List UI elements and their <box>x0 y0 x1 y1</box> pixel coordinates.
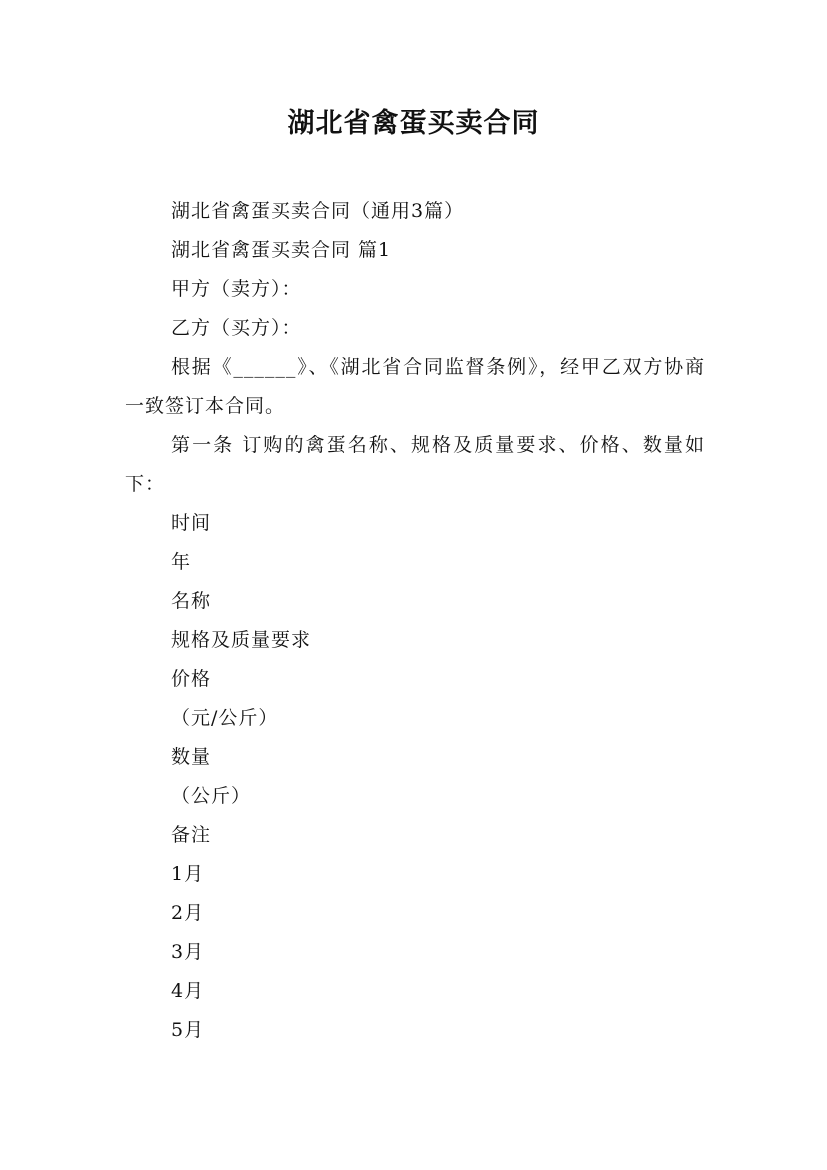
paragraph: 价格 <box>171 668 212 690</box>
document-title: 湖北省禽蛋买卖合同 <box>287 108 540 139</box>
paragraph: 1月 <box>171 863 205 885</box>
paragraph: 根据《______》、《湖北省合同监督条例》，经甲乙双方协商一致签订本合同。 <box>125 356 705 417</box>
paragraph: 第一条 订购的禽蛋名称、规格及质量要求、价格、数量如下： <box>125 434 705 495</box>
paragraph: 时间 <box>171 512 212 534</box>
paragraph: 甲方（卖方）： <box>171 278 302 300</box>
paragraph: 5月 <box>171 1019 205 1041</box>
paragraph: 2月 <box>171 902 205 924</box>
paragraph: 湖北省禽蛋买卖合同（通用3篇） <box>171 200 465 222</box>
paragraph: 规格及质量要求 <box>171 629 312 651</box>
paragraph: 年 <box>171 551 192 573</box>
paragraph: （公斤） <box>171 785 252 807</box>
paragraph: 备注 <box>171 824 212 846</box>
paragraph: 乙方（买方）： <box>171 317 302 339</box>
paragraph: 4月 <box>171 980 205 1002</box>
paragraph: 湖北省禽蛋买卖合同 篇1 <box>171 239 392 261</box>
paragraph: 数量 <box>171 746 212 768</box>
document-body <box>125 192 705 1050</box>
paragraph: 3月 <box>171 941 205 963</box>
paragraph: （元/公斤） <box>171 707 279 729</box>
paragraph: 名称 <box>171 590 212 612</box>
